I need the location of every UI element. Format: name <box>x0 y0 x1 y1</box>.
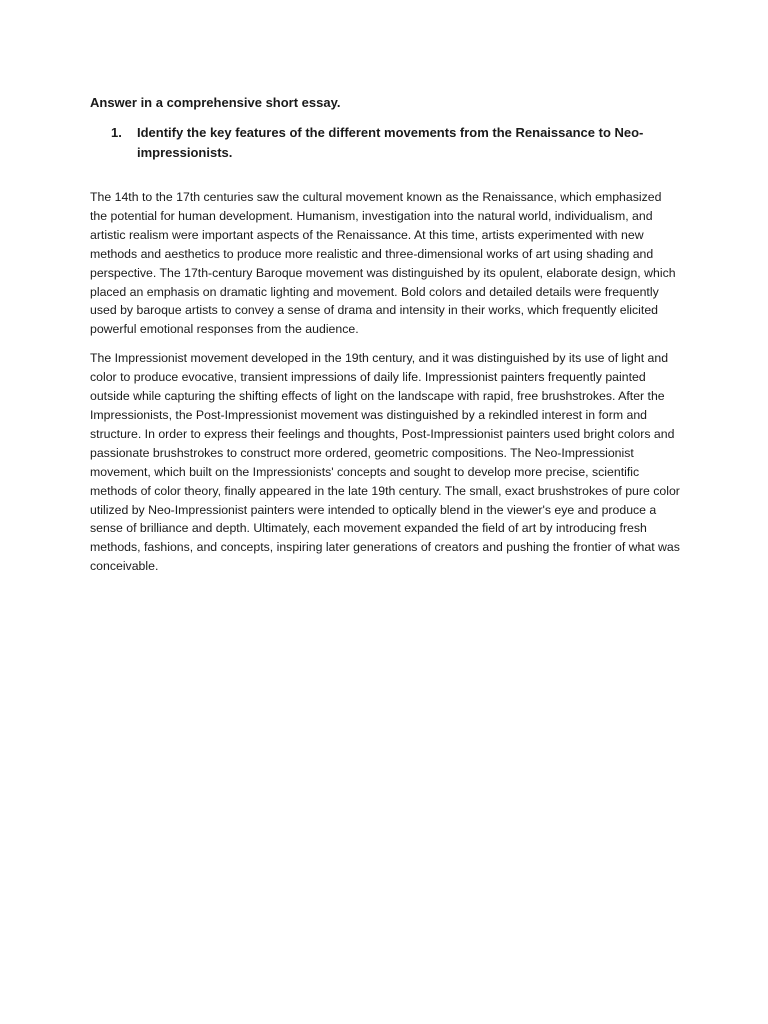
question-text: Identify the key features of the different movements from the Renaissance to Neo-impressionists. <box>137 125 644 160</box>
essay-paragraph-renaissance-baroque: The 14th to the 17th centuries saw the cultural movement known as the Renaissance, which emphasized the potential for human development. Humanism, investigation into the natural world, individualism, and artistic realism were important aspects of the Renaissance. At this time, artists experimented with new methods and aesthetics to produce more realistic and three-dimensional works of art using shading and perspective. The 17th-century Baroque movement was distinguished by its opulent, elaborate design, which placed an emphasis on dramatic lighting and movement. Bold colors and detailed details were frequently used by baroque artists to convey a sense of drama and intensity in their works, which frequently elicited powerful emotional responses from the audience. <box>90 190 676 337</box>
document-body <box>90 93 680 586</box>
instruction-heading: Answer in a comprehensive short essay. <box>90 95 341 110</box>
question-item <box>111 123 680 163</box>
question-number: 1. <box>111 125 122 140</box>
essay-paragraph-impressionism: The Impressionist movement developed in the 19th century, and it was distinguished by its use of light and color to produce evocative, transient impressions of daily life. Impressionist painters frequently painted outside while capturing the shifting effects of light on the landscape with rapid, free brushstrokes. After the Impressionists, the Post-Impressionist movement was distinguished by a rekindled interest in form and structure. In order to express their feelings and thoughts, Post-Impressionist painters used bright colors and passionate brushstrokes to construct more ordered, geometric compositions. The Neo-Impressionist movement, which built on the Impressionists' concepts and sought to develop more precise, scientific methods of color theory, finally appeared in the late 19th century. The small, exact brushstrokes of pure color utilized by Neo-Impressionist painters were intended to optically blend in the viewer's eye and produce a sense of brilliance and depth. Ultimately, each movement expanded the field of art by introducing fresh methods, fashions, and concepts, inspiring later generations of creators and pushing the frontier of what was conceivable. <box>90 351 680 574</box>
